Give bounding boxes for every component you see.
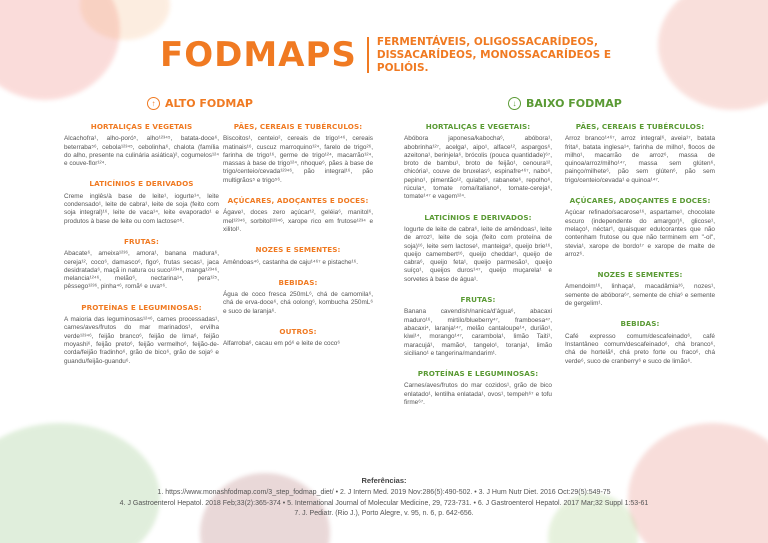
alto-fodmap-heading: ↑ ALTO FODMAP <box>147 97 253 110</box>
baixo-laticinios: LATICÍNIOS E DERIVADOS: Iogurte de leite de cabra⁶, leite de amêndoas¹, leite de arroz¹, leite de soja (feito com proteína de soja)¹⁶, leite sem lactose¹, manteiga⁶, queijo brie¹⁶, queijo camembert¹⁶, queijo cheddar¹, queijo de cabra⁶, queijo feta¹, queijo parmesão¹, queijo suíço¹, queijos duros¹⁴⁷, queijo muçarela¹ e sorvetes à base de água¹. <box>404 212 552 283</box>
page-title: FODMAPS <box>160 35 357 75</box>
tomato-decoration <box>658 0 768 110</box>
alto-laticinios: LATICÍNIOS E DERIVADOS Creme inglês/à base de leite¹, iogurte¹⁴, leite condensado¹, leite de cabra¹, leite de soja (feito com soja integral)¹⁶, leite de vaca¹⁴, leite evaporado¹ e produtos à base de leite ou com lactose⁵⁶. <box>64 179 219 225</box>
alto-column-right <box>223 123 373 361</box>
baixo-column-left <box>404 123 552 419</box>
baixo-fodmap-heading: ↓ BAIXO FODMAP <box>508 97 622 110</box>
reference-line: 4. J Gastroenterol Hepatol. 2018 Feb;33(2):365-374 • 5. International Journal of Molecular Medicine, 29, 723-731. • 6. J Gastroenterol Hepatol. 2017 Mar;32 Suppl 1:53-61 <box>119 499 649 507</box>
references <box>0 476 768 520</box>
alto-proteinas: PROTEÍNAS E LEGUMINOSAS: A maioria das leguminosas¹²⁴⁶, carnes processadas¹, carnes/aves/frutos do mar marinados¹, ervilha verde¹²³⁴⁶, feijão branco⁶, feijão de lima⁶, feijão moyashi⁶, feijão preto⁶, feijão vermelho⁶, feijão-de-corda/feijão fradinho⁶, grão de bico⁶, grão de soja⁶ e guandu/feijão-guandu⁶. <box>64 302 219 365</box>
baixo-column-right <box>565 123 715 378</box>
alto-nozes: NOZES E SEMENTES: Amêndoas⁴⁶, castanha de caju¹⁴⁶⁷ e pistache¹⁶. <box>223 245 359 266</box>
baixo-proteinas: PROTEÍNAS E LEGUMINOSAS: Carnes/aves/frutos do mar cozidos¹, grão de bico enlatado¹, lentilha enlatada¹, ovos¹, tempeh⁶⁷ e tofu firme⁶⁷. <box>404 369 552 407</box>
alto-hortalicas: HORTALIÇAS E VEGETAIS Alcachofra¹, alho-poró⁵, alho¹²³⁴⁵, batata-doce⁶, beterraba⁵⁶, cebola¹²³⁴⁵, cebolinha⁶, chalota (família do alho, presente na culinária asiática)², cogumelos¹²⁴ e couve-flor¹²⁴. <box>64 122 219 168</box>
reference-line: 1. https://www.monashfodmap.com/3_step_fodmap_diet/ • 2. J Intern Med. 2019 Nov:286(5):490-502. • 3. J Hum Nutr Diet. 2016 Oct:29(5):549-75 <box>157 489 611 496</box>
reference-line: 7. J. Pediatr. (Rio J.), Porto Alegre, v. 95, n. 6, p. 642-656. <box>294 510 474 518</box>
baixo-nozes: NOZES E SEMENTES: Amendoim¹⁶, linhaça¹, macadâmia¹⁶, nozes¹, semente de abóbora⁶⁷, semente de chia⁶ e semente de gergelim¹. <box>565 270 715 308</box>
alto-acucares: AÇÚCARES, ADOÇANTES E DOCES: Ágave¹, doces zero açúcar¹², geléia⁶, manitol⁶, mel¹²³⁴⁶, sorbitol¹²³⁴⁶, xarope rico em frutose¹²³⁴ e xilitol¹. <box>223 196 373 233</box>
alto-bebidas: BEBIDAS: Água de coco fresca 250mL⁶, chá de camomila⁶, chá de erva-doce⁶, chá oolong⁶, kombucha 250mL⁶ e suco de laranja⁶. <box>223 277 373 315</box>
alto-outros: OUTROS: Alfarroba⁶, cacau em pó⁶ e leite de coco⁶ <box>223 327 340 348</box>
arrow-down-icon: ↓ <box>508 97 521 110</box>
baixo-paes: PÃES, CEREAIS E TUBÉRCULOS: Arroz branco¹⁴⁶⁷, arroz integral⁶, aveia¹⁷, batata frita⁶, batata inglesa¹⁴, farinha de milho¹, flocos de milho¹, macarrão de arroz⁶, massa de quinoa/arroz/milho¹⁴⁷, massa sem glúten⁶, painço/milhete⁶, pão sem glúten⁶, pão sem trigo/centeio/cevada¹ e quinoa¹⁴⁷. <box>565 122 715 184</box>
baixo-acucares: AÇÚCARES, ADOÇANTES E DOCES: Açúcar refinado/sacarose¹⁶, aspartame¹, chocolate escuro (independente do amargor)⁶, glicose¹, melaço¹, néctar¹, quaisquer edulcorantes que não contenham frutose ou que não terminem em "-ol", stevia¹, xarope de bordo¹⁷ e xarope de malte de arroz⁶. <box>565 196 715 258</box>
baixo-bebidas: BEBIDAS: Café expresso comum/descafeinado⁶, café Instantâneo comum/descafeinado⁶, chá branco⁶, chá de hortelã⁶, chá preto forte ou fraco⁶, chá verde⁶, suco de cranberry⁶ e suco de limão⁶. <box>565 319 715 365</box>
alto-paes: PÃES, CEREAIS E TUBÉRCULOS: Biscoitos¹, centeio², cereais de trigo¹⁴⁶, cereais matinais¹⁶, cuscuz marroquino¹²⁴, farelo de trigo²⁶, farinha de trigo¹⁶, germe de trigo¹²⁴, macarrão¹²⁴, massas à base de trigo¹²⁴, nhoque⁶, pães à base de trigo/centeio/cevada¹²³⁴⁶, pão integral¹⁶, pão multigrãos⁵ e trigo⁵⁶. <box>223 122 373 184</box>
references-title: Referências: <box>361 476 407 485</box>
alto-frutas: FRUTAS: Abacate⁶, ameixa¹²³⁶, amora¹, banana madura⁶, cereja¹², coco⁶, damasco⁶, figo⁶, frutas secas¹, jaca desidratada⁶, maçã in natura ou suco¹²³⁴⁶, manga¹²³⁴⁶, melancia¹²⁴⁶, melão⁶, nectarina¹⁴, pera¹²⁵, pêssego¹²³⁶, pinha⁴⁶, romã⁶ e uva⁵⁶. <box>64 236 219 291</box>
page-header <box>160 35 657 75</box>
arrow-up-icon: ↑ <box>147 97 160 110</box>
page-subtitle: FERMENTÁVEIS, OLIGOSSACARÍDEOS, DISSACARÍDEOS, MONOSSACARÍDEOS E POLIÓIS. <box>376 35 612 74</box>
title-divider <box>367 37 369 73</box>
alto-column-left <box>64 123 219 378</box>
baixo-frutas: FRUTAS: Banana cavendish/nanica/d'água⁶, abacaxi maduro¹⁶, mirtilo/blueberry⁴⁷, framboesa⁴⁷, abacaxi⁴, laranja¹⁴⁷, melão cantaloupe¹⁴, durião¹, kiwi¹⁴, morango¹⁴⁷, carambola¹, limão Taiti¹, maracujá¹, mamão¹, tangelo¹, toranja¹, limão siciliano¹ e tangerina/mandarim¹. <box>404 295 552 357</box>
baixo-hortalicas: HORTALIÇAS E VEGETAIS: Abóbora japonesa/kabocha⁶, abóbora¹, abobrinha¹²⁷, acelga¹, aipo¹, alface¹², aspargos⁶, azeitona¹, berinjela⁶, brócolis (pouca quantidade)⁶⁷, broto de bambu¹, broto de feijão¹, cenoura¹², chicória¹, couve de bruxelas⁶, espinafre⁴⁶⁷, nabo⁶, pepino¹, pimentão¹², quiabo⁶, rabanete⁶, repolho⁶, rúcula⁴, tomate roma/italiano⁶, tomate-cereja⁶, tomate¹⁴⁷ e vagem¹²⁴. <box>404 122 552 201</box>
